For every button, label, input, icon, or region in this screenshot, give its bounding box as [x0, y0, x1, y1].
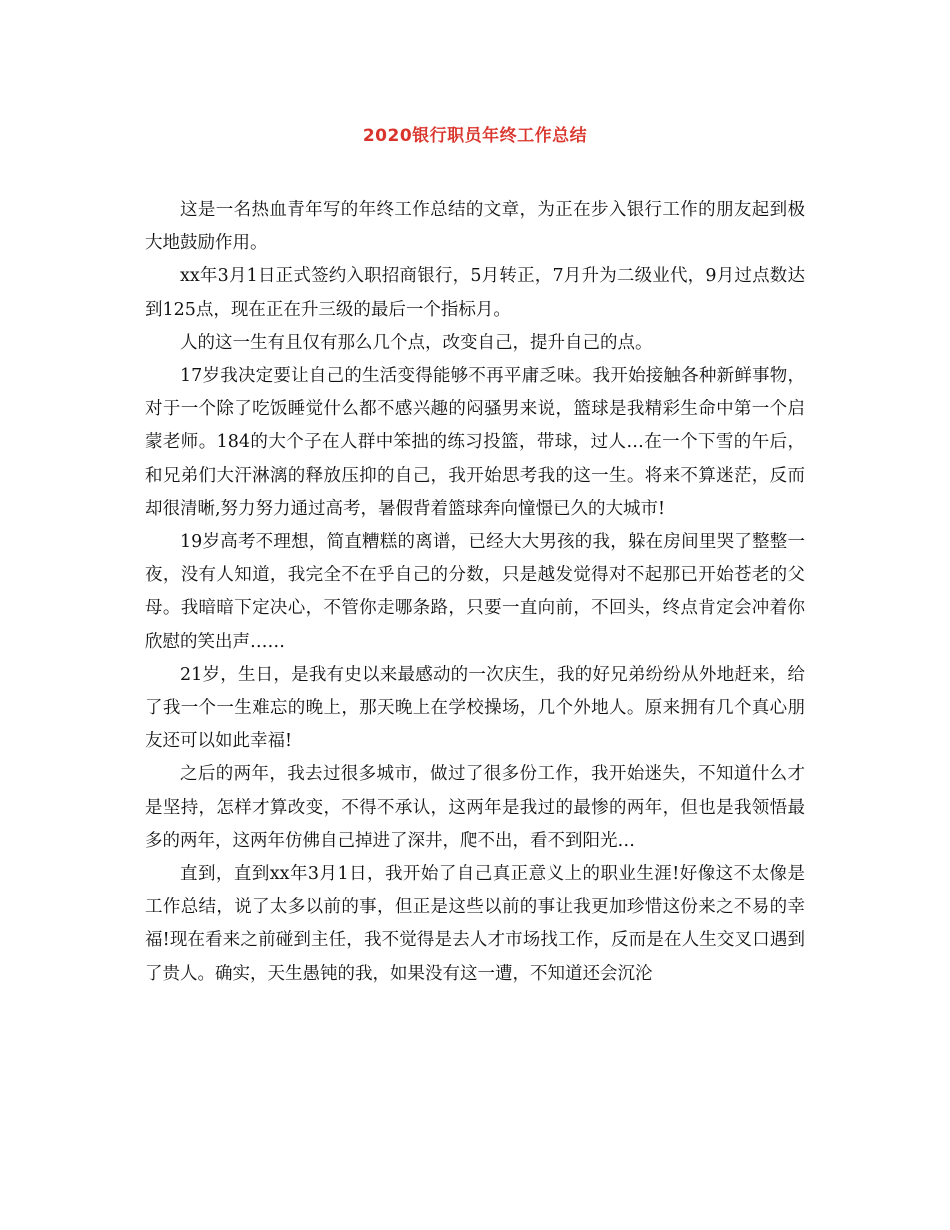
document-body	[145, 194, 805, 991]
paragraph-8: 直到，直到xx年3月1日，我开始了自己真正意义上的职业生涯!好像这不太像是工作总结，说了太多以前的事，但正是这些以前的事让我更加珍惜这份来之不易的幸福!现在看来之前碰到主任，我不觉得是去人才市场找工作，反而是在人生交叉口遇到了贵人。确实，天生愚钝的我，如果没有这一遭，不知道还会沉沦	[145, 864, 805, 984]
paragraph-3: 人的这一生有且仅有那么几个点，改变自己，提升自己的点。	[180, 332, 653, 353]
paragraph-2: xx年3月1日正式签约入职招商银行，5月转正，7月升为二级业代，9月过点数达到125点，现在正在升三级的最后一个指标月。	[145, 266, 805, 320]
paragraph-1: 这是一名热血青年写的年终工作总结的文章，为正在步入银行工作的朋友起到极大地鼓励作用。	[145, 200, 805, 254]
paragraph-7: 之后的两年，我去过很多城市，做过了很多份工作，我开始迷失，不知道什么才是坚持，怎样才算改变，不得不承认，这两年是我过的最惨的两年，但也是我领悟最多的两年，这两年仿佛自己掉进了深井，爬不出，看不到阳光…	[145, 764, 805, 851]
document-title: 2020银行职员年终工作总结	[362, 126, 588, 146]
paragraph-4: 17岁我决定要让自己的生活变得能够不再平庸乏味。我开始接触各种新鲜事物，对于一个除了吃饭睡觉什么都不感兴趣的闷骚男来说，篮球是我精彩生命中第一个启蒙老师。184的大个子在人群中笨拙的练习投篮，带球，过人…在一个下雪的午后，和兄弟们大汗淋漓的释放压抑的自己，我开始思考我的这一生。将来不算迷茫，反而却很清晰,努力努力通过高考，暑假背着篮球奔向憧憬已久的大城市!	[145, 366, 805, 519]
paragraph-5: 19岁高考不理想，简直糟糕的离谱，已经大大男孩的我，躲在房间里哭了整整一夜，没有人知道，我完全不在乎自己的分数，只是越发觉得对不起那已开始苍老的父母。我暗暗下定决心，不管你走哪条路，只要一直向前，不回头，终点肯定会冲着你欣慰的笑出声……	[145, 532, 805, 652]
paragraph-6: 21岁，生日，是我有史以来最感动的一次庆生，我的好兄弟纷纷从外地赶来，给了我一个一生难忘的晚上，那天晚上在学校操场，几个外地人。原来拥有几个真心朋友还可以如此幸福!	[145, 664, 805, 752]
